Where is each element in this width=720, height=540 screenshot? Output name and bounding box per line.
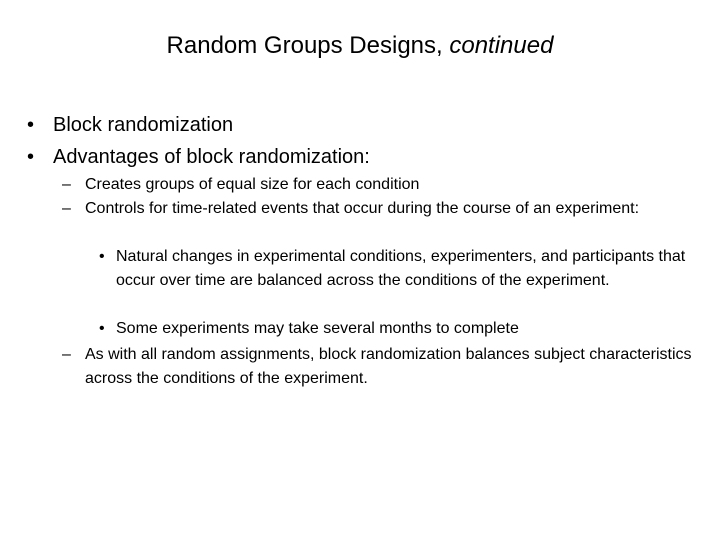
bullet-icon: • [27, 114, 35, 136]
sub-item-time-related [62, 197, 702, 221]
title-main: Random Groups Designs, [166, 32, 443, 59]
sub-item-text: As with all random assignments, block randomization balances subject characteristics across the conditions of the experiment. [85, 346, 692, 387]
dash-icon: – [62, 176, 71, 193]
bullet-text: Advantages of block randomization: [53, 146, 370, 168]
dash-icon: – [62, 200, 71, 217]
dash-icon: – [62, 346, 71, 363]
sub-item-random-assignments [62, 343, 702, 391]
bullet-icon: • [27, 146, 35, 168]
sub-sub-item-text: Some experiments may take several months to complete [116, 320, 519, 337]
sub-item-text: Creates groups of equal size for each condition [85, 176, 420, 193]
sub-sub-item-months [99, 317, 699, 341]
bullet-icon: • [99, 248, 105, 265]
slide-title [0, 30, 720, 62]
sub-item-equal-size [62, 173, 702, 197]
sub-sub-item-natural-changes [99, 245, 699, 293]
bullet-icon: • [99, 320, 105, 337]
bullet-item-advantages [27, 144, 370, 170]
title-italic: continued [449, 32, 554, 59]
bullet-text: Block randomization [53, 114, 234, 136]
bullet-item-block-randomization [27, 112, 233, 138]
sub-sub-item-text: Natural changes in experimental conditions, experimenters, and participants that occur over time are balanced across the conditions of the experiment. [116, 248, 686, 289]
sub-item-text: Controls for time-related events that occur during the course of an experiment: [85, 200, 640, 217]
